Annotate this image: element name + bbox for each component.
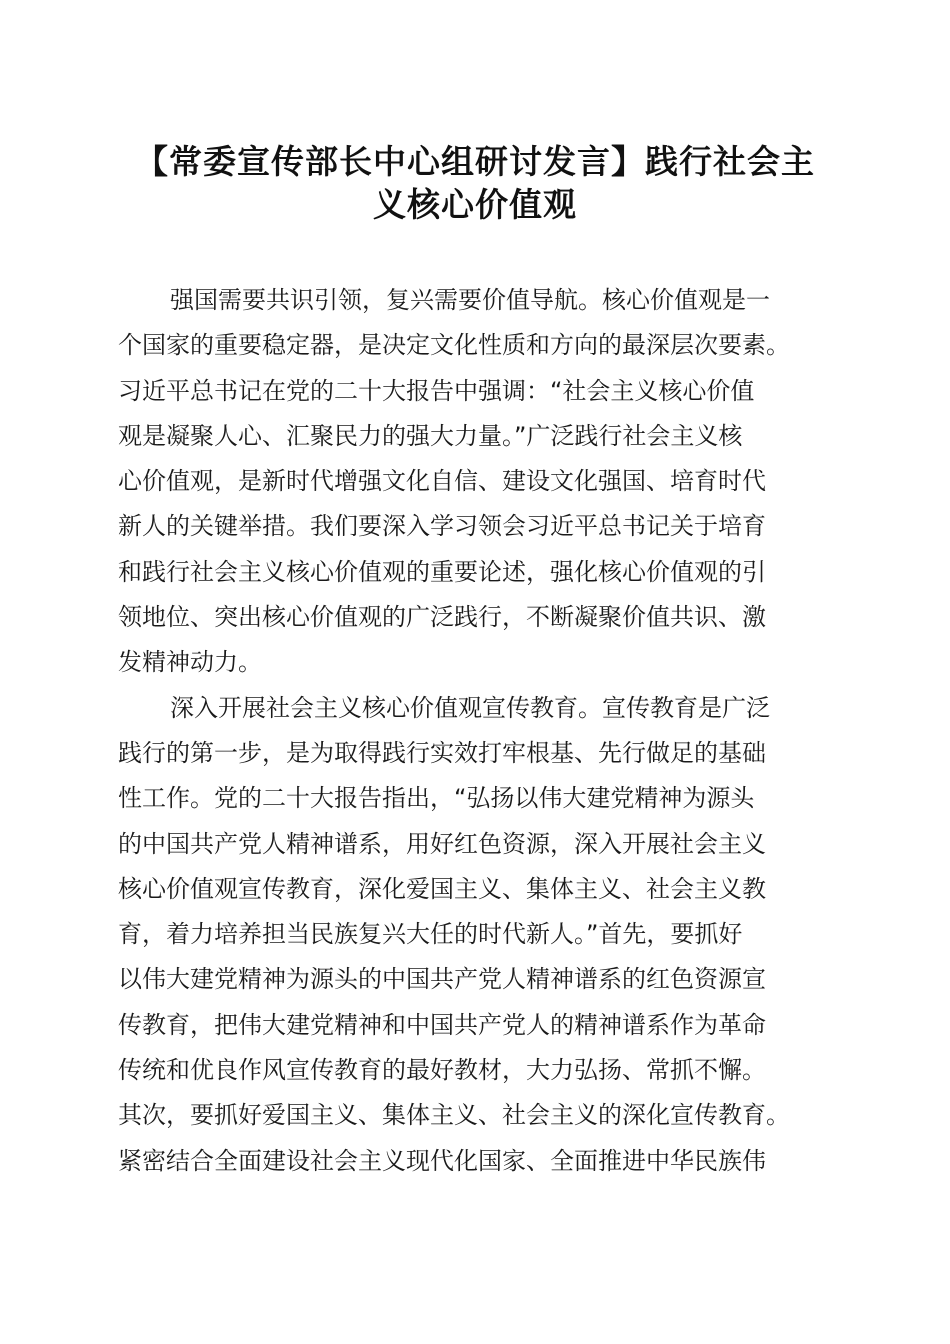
title-line: 义核心价值观 — [373, 185, 577, 224]
document-title — [110, 140, 840, 226]
body-line: 其次，要抓好爱国主义、集体主义、社会主义的深化宣传教育。 — [118, 1101, 790, 1130]
body-line: 个国家的重要稳定器，是决定文化性质和方向的最深层次要素。 — [118, 331, 790, 360]
body-line: 紧密结合全面建设社会主义现代化国家、全面推进中华民族伟 — [118, 1146, 766, 1175]
body-line: 性工作。党的二十大报告指出，“弘扬以伟大建党精神为源头 — [118, 784, 755, 813]
body-line: 的中国共产党人精神谱系，用好红色资源，深入开展社会主义 — [118, 829, 766, 858]
body-line: 领地位、突出核心价值观的广泛践行，不断凝聚价值共识、激 — [118, 603, 766, 632]
body-line: 核心价值观宣传教育，深化爱国主义、集体主义、社会主义教 — [118, 874, 766, 903]
body-line: 以伟大建党精神为源头的中国共产党人精神谱系的红色资源宣 — [118, 965, 766, 994]
body-line: 观是凝聚人心、汇聚民力的强大力量。”广泛践行社会主义核 — [118, 421, 743, 450]
title-line: 【常委宣传部长中心组研讨发言】践行社会主 — [135, 142, 815, 181]
body-line: 新人的关键举措。我们要深入学习领会习近平总书记关于培育 — [118, 512, 766, 541]
body-line: 传教育，把伟大建党精神和中国共产党人的精神谱系作为革命 — [118, 1010, 766, 1039]
body-line: 习近平总书记在党的二十大报告中强调：“社会主义核心价值 — [118, 376, 755, 405]
body-line: 发精神动力。 — [118, 648, 262, 677]
body-line: 心价值观，是新时代增强文化自信、建设文化强国、培育时代 — [118, 467, 766, 496]
body-line: 和践行社会主义核心价值观的重要论述，强化核心价值观的引 — [118, 557, 766, 586]
document-body — [118, 278, 834, 1184]
body-line: 强国需要共识引领，复兴需要价值导航。核心价值观是一 — [170, 286, 770, 314]
body-line: 深入开展社会主义核心价值观宣传教育。宣传教育是广泛 — [170, 693, 770, 722]
body-line: 育，着力培养担当民族复兴大任的时代新人。”首先，要抓好 — [118, 920, 743, 949]
body-line: 传统和优良作风宣传教育的最好教材，大力弘扬、常抓不懈。 — [118, 1056, 766, 1085]
body-line: 践行的第一步，是为取得践行实效打牢根基、先行做足的基础 — [118, 738, 766, 767]
